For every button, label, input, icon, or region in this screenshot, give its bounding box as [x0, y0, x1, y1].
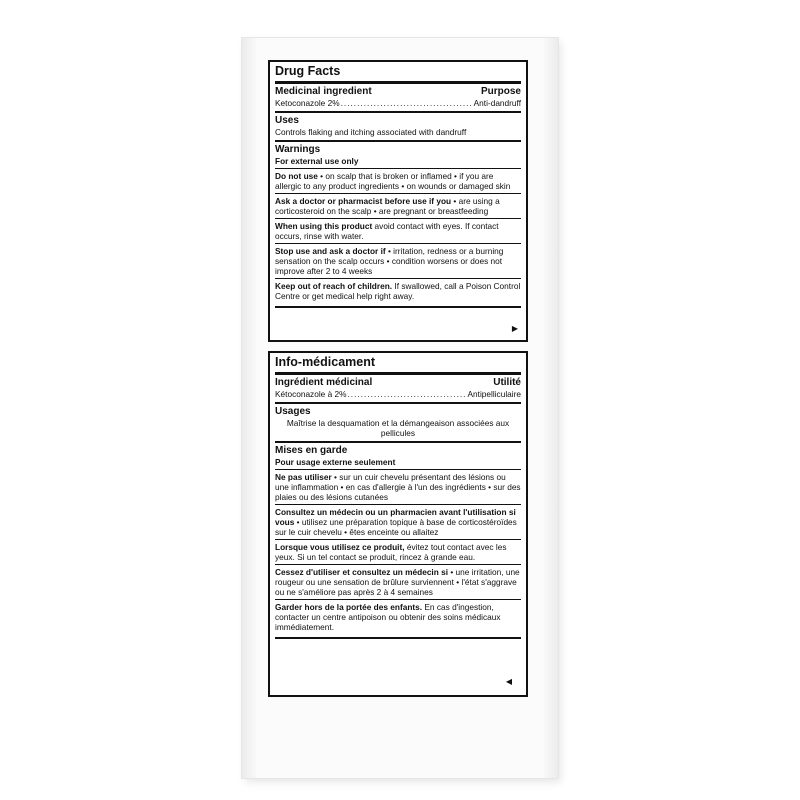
keep-out-text: If swallowed, call a Poison Control Centre or get medical help right away.: [275, 281, 521, 301]
ingredient-purpose: Antipelliculaire: [467, 389, 521, 399]
uses-text: Controls flaking and itching associated with dandruff: [275, 127, 467, 137]
ask-doctor-block: [275, 193, 521, 218]
ask-doctor-block: [275, 504, 521, 539]
when-using-text: avoid contact with eyes. If contact occurs, rinse with water.: [275, 221, 499, 241]
uses-heading: Uses: [275, 115, 299, 126]
uses-text: Maîtrise la desquamation et la démangeaison associées aux pellicules: [286, 418, 510, 438]
keep-out-text: En cas d'ingestion, contacter un centre antipoison ou obtenir des soins médicaux immédiatement.: [275, 602, 501, 632]
info-medicament-panel: [268, 351, 528, 697]
ingredient-heading: Medicinal ingredient: [275, 86, 372, 97]
keep-out-block: [275, 278, 521, 303]
dot-leader: [341, 98, 473, 108]
stop-use-block: [275, 564, 521, 599]
keep-out-block: [275, 599, 521, 634]
continue-arrow-icon: ▶: [511, 324, 518, 333]
purpose-heading: Utilité: [493, 377, 521, 388]
do-not-use-label: Ne pas utiliser: [275, 472, 332, 482]
box-right-edge: [544, 38, 558, 778]
uses-section: [275, 404, 521, 443]
ingredient-header-row: [275, 377, 521, 389]
stop-use-label: Cessez d'utiliser et consultez un médecin si: [275, 567, 449, 577]
warnings-subheading: Pour usage externe seulement: [275, 457, 396, 467]
ingredient-heading: Ingrédient médicinal: [275, 377, 373, 388]
panel-title: Info-médicament: [275, 355, 521, 375]
box-left-edge: [242, 38, 256, 778]
keep-out-label: Keep out of reach of children.: [275, 281, 393, 291]
ask-doctor-text: • utilisez une préparation topique à base de corticostéroïdes sur le cuir chevelu • êtes enceinte ou allaitez: [275, 517, 517, 537]
ingredient-section: [275, 84, 521, 113]
ask-doctor-text: • are using a corticosteroid on the scalp • are pregnant or breastfeeding: [275, 196, 500, 216]
do-not-use-text: • on scalp that is broken or inflamed • if you are allergic to any product ingredients • on wounds or damaged skin: [275, 171, 511, 191]
ingredient-row: [275, 98, 521, 108]
warnings-heading: Warnings: [275, 144, 321, 155]
ingredient-name: Kétoconazole à 2%: [275, 389, 347, 399]
ingredient-section: [275, 375, 521, 404]
warnings-heading: Mises en garde: [275, 445, 348, 456]
stop-use-text: • irritation, redness or a burning sensation on the scalp occurs • condition worsens or does not improve after 2 to 4 weeks: [275, 246, 504, 276]
uses-section: [275, 113, 521, 142]
ingredient-name: Ketoconazole 2%: [275, 98, 340, 108]
purpose-heading: Purpose: [480, 86, 521, 97]
when-using-block: [275, 539, 521, 564]
ingredient-purpose: Anti-dandruff: [473, 98, 521, 108]
do-not-use-label: Do not use: [275, 171, 318, 181]
stop-use-block: [275, 243, 521, 278]
keep-out-label: Garder hors de la portée des enfants.: [275, 602, 423, 612]
warnings-section: [275, 443, 521, 639]
ask-doctor-label: Ask a doctor or pharmacist before use if you: [275, 196, 452, 206]
stop-use-text: • une irritation, une rougeur ou une sensation de brûlure surviennent • l'état s'aggrave ou ne s'améliore pas après 2 à 4 semaines: [275, 567, 520, 597]
do-not-use-text: • sur un cuir chevelu présentant des lésions ou une inflammation • en cas d'allergie à l'un des ingrédients • sur des plaies ou des lésions cutanées: [275, 472, 521, 502]
dot-leader: [348, 389, 467, 399]
when-using-label: Lorsque vous utilisez ce produit,: [275, 542, 405, 552]
warnings-subheading: For external use only: [275, 156, 359, 166]
do-not-use-block: [275, 469, 521, 504]
when-using-block: [275, 218, 521, 243]
drug-facts-panel: [268, 60, 528, 342]
when-using-label: When using this product: [275, 221, 373, 231]
warnings-section: [275, 142, 521, 308]
continue-arrow-icon: ◀: [505, 677, 512, 686]
ask-doctor-label: Consultez un médecin ou un pharmacien avant l'utilisation si vous: [275, 507, 516, 527]
ingredient-header-row: [275, 86, 521, 98]
panel-title: Drug Facts: [275, 64, 521, 84]
ingredient-row: [275, 389, 521, 399]
uses-heading: Usages: [275, 406, 311, 417]
do-not-use-block: [275, 168, 521, 193]
stop-use-label: Stop use and ask a doctor if: [275, 246, 386, 256]
when-using-text: évitez tout contact avec les yeux. Si un tel contact se produit, rincez à grande eau.: [275, 542, 507, 562]
